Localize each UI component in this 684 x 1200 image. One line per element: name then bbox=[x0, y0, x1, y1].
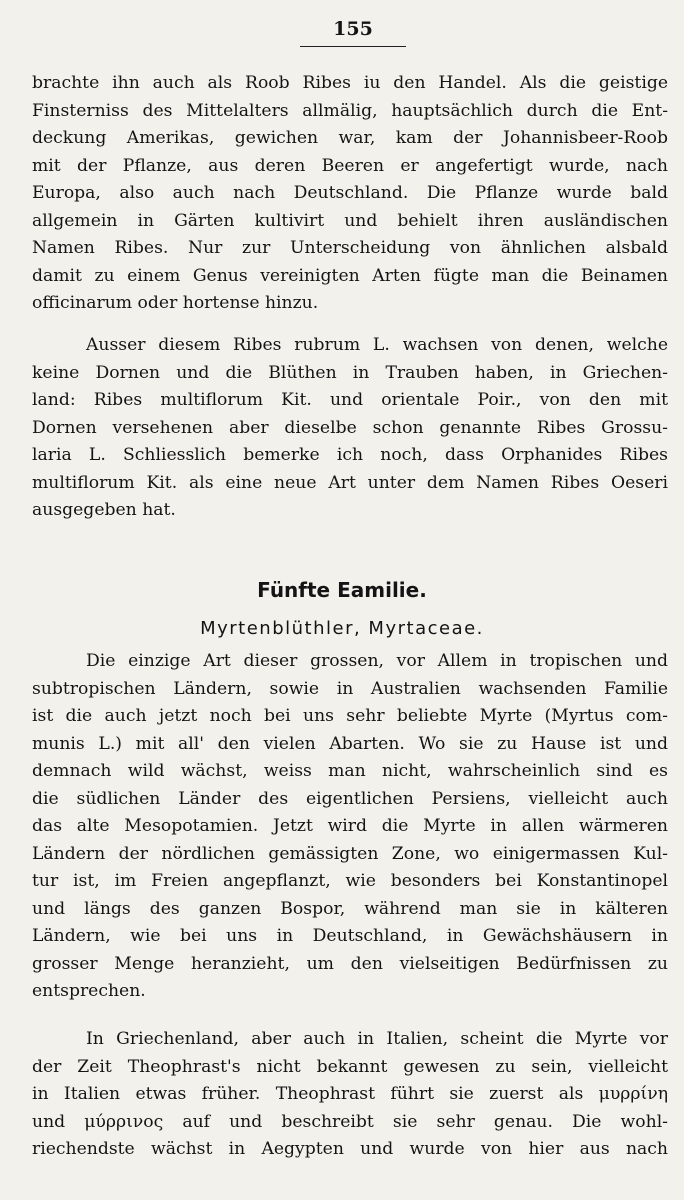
text-line: mit der Pflanze, aus deren Beeren er angefertigt wurde, nach bbox=[32, 155, 668, 176]
text-line: land: Ribes multiflorum Kit. und orientale Poir., von den mit bbox=[32, 390, 668, 410]
text-line: grosser Menge heranzieht, um den vielseitigen Bedürfnissen zu bbox=[32, 953, 668, 974]
text-line: deckung Amerikas, gewichen war, kam der Johannisbeer-Roob bbox=[32, 128, 668, 148]
text-line: brachte ihn auch als Roob Ribes iu den Handel. Als die geistige bbox=[32, 73, 668, 93]
text-line: Dornen versehenen aber dieselbe schon genannte Ribes Grossu- bbox=[32, 417, 668, 438]
text-line: Ländern der nördlichen gemässigten Zone, wo einigermassen Kul- bbox=[32, 843, 668, 864]
section-title: Fünfte Eamilie. bbox=[257, 578, 427, 602]
text-line: keine Dornen und die Blüthen in Trauben haben, in Griechen- bbox=[32, 362, 668, 383]
text-line: die südlichen Länder des eigentlichen Persiens, vielleicht auch bbox=[32, 788, 668, 809]
text-line: damit zu einem Genus vereinigten Arten fügte man die Beinamen bbox=[32, 265, 668, 286]
text-line: demnach wild wächst, weiss man nicht, wahrscheinlich sind es bbox=[32, 761, 668, 781]
text-line: und längs des ganzen Bospor, während man sie in kälteren bbox=[32, 898, 668, 919]
section-subtitle: Myrtenblüthler, Myrtaceae. bbox=[200, 618, 484, 639]
paragraph-ribes-species bbox=[32, 332, 668, 525]
text-line: officinarum oder hortense hinzu. bbox=[32, 293, 319, 313]
text-line: In Griechenland, aber auch in Italien, scheint die Myrte vor bbox=[86, 1029, 668, 1049]
text-line: riechendste wächst in Aegypten und wurde von hier aus nach bbox=[32, 1139, 668, 1159]
text-line: ausgegeben hat. bbox=[32, 500, 176, 520]
text-line: Die einzige Art dieser grossen, vor Allem in tropischen und bbox=[86, 651, 668, 671]
text-line: Europa, also auch nach Deutschland. Die Pflanze wurde bald bbox=[32, 183, 668, 203]
text-line: Namen Ribes. Nur zur Unterscheidung von ähnlichen alsbald bbox=[32, 238, 668, 258]
paragraph-ribes-history bbox=[32, 70, 668, 318]
text-line: Finsterniss des Mittelalters allmälig, hauptsächlich durch die Ent- bbox=[32, 100, 668, 121]
text-line: ist die auch jetzt noch bei uns sehr beliebte Myrte (Myrtus com- bbox=[32, 706, 668, 726]
text-line: tur ist, im Freien angepflanzt, wie besonders bei Konstantinopel bbox=[32, 871, 668, 891]
text-line: multiflorum Kit. als eine neue Art unter dem Namen Ribes Oeseri bbox=[32, 472, 668, 493]
text-line: laria L. Schliesslich bemerke ich noch, dass Orphanides Ribes bbox=[32, 445, 668, 465]
text-line: und μύρρινος auf und beschreibt sie sehr genau. Die wohl- bbox=[32, 1111, 668, 1132]
text-line: munis L.) mit all' den vielen Abarten. Wo sie zu Hause ist und bbox=[32, 733, 668, 754]
text-line: in Italien etwas früher. Theophrast führt sie zuerst als μυρρίνη bbox=[32, 1084, 668, 1104]
text-line: subtropischen Ländern, sowie in Australien wachsenden Familie bbox=[32, 678, 668, 699]
text-line: Ländern, wie bei uns in Deutschland, in Gewächshäusern in bbox=[32, 926, 668, 946]
text-line: der Zeit Theophrast's nicht bekannt gewesen zu sein, vielleicht bbox=[32, 1056, 668, 1077]
text-line: das alte Mesopotamien. Jetzt wird die Myrte in allen wärmeren bbox=[32, 816, 668, 836]
text-line: allgemein in Gärten kultivirt und behielt ihren ausländischen bbox=[32, 210, 668, 231]
page-number: 155 bbox=[300, 18, 406, 47]
text-line: entsprechen. bbox=[32, 981, 146, 1001]
paragraph-myrtle-greece bbox=[32, 1026, 668, 1164]
text-line: Ausser diesem Ribes rubrum L. wachsen von denen, welche bbox=[86, 335, 668, 355]
paragraph-myrtle-origin bbox=[32, 648, 668, 1006]
